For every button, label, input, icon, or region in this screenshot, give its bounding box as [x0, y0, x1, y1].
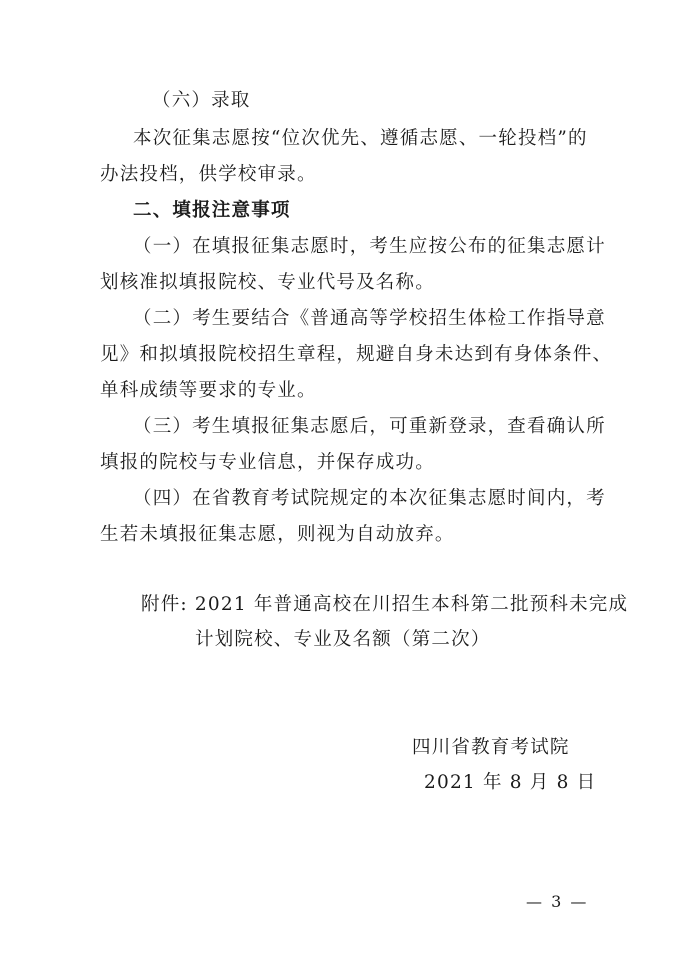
issue-date: 2021 年 8 月 8 日: [424, 772, 597, 793]
item-2-line-3: 单科成绩等要求的专业。: [100, 380, 317, 401]
section-six-paragraph-line-2: 办法投档，供学校审录。: [100, 164, 317, 185]
item-2-line-1: （二）考生要结合《普通高等学校招生体检工作指导意: [133, 308, 606, 329]
item-1-line-2: 划核准拟填报院校、专业代号及名称。: [100, 272, 435, 293]
section-two-heading: 二、填报注意事项: [133, 200, 291, 221]
issuing-organization: 四川省教育考试院: [412, 737, 570, 758]
section-six-title: （六）录取: [152, 90, 251, 111]
item-4-line-2: 生若未填报征集志愿，则视为自动放弃。: [100, 524, 455, 545]
section-six-paragraph-line-1: 本次征集志愿按“位次优先、遵循志愿、一轮投档”的: [133, 128, 588, 149]
item-3-line-1: （三）考生填报征集志愿后，可重新登录，查看确认所: [133, 416, 606, 437]
item-2-line-2: 见》和拟填报院校招生章程，规避自身未达到有身体条件、: [100, 344, 613, 365]
item-1-line-1: （一）在填报征集志愿时，考生应按公布的征集志愿计: [133, 236, 606, 257]
page-number: — 3 —: [526, 892, 589, 911]
item-3-line-2: 填报的院校与专业信息，并保存成功。: [100, 452, 435, 473]
attachment-line-1: 附件: 2021 年普通高校在川招生本科第二批预科未完成: [141, 594, 629, 615]
attachment-line-2: 计划院校、专业及名额（第二次）: [195, 629, 491, 650]
item-4-line-1: （四）在省教育考试院规定的本次征集志愿时间内，考: [133, 488, 606, 509]
